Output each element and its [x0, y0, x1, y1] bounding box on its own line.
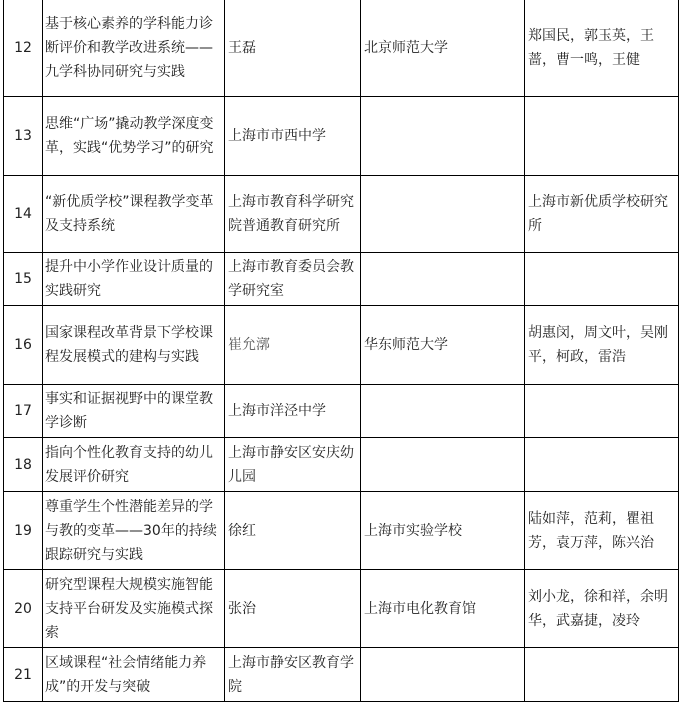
project-title: “新优质学校”课程教学变革及支持系统 — [43, 176, 225, 253]
leader-cell: 上海市教育委员会教学研究室 — [225, 253, 361, 306]
leader-cell: 上海市市西中学 — [225, 97, 361, 176]
project-title: 基于核心素养的学科能力诊断评价和教学改进系统——九学科协同研究与实践 — [43, 0, 225, 97]
members-cell — [525, 438, 679, 492]
table-row — [4, 176, 679, 253]
organization-cell — [361, 176, 525, 253]
organization-cell — [361, 648, 525, 702]
row-number: 19 — [4, 492, 43, 570]
project-title: 研究型课程大规模实施智能支持平台研发及实施模式探索 — [43, 570, 225, 648]
table-row — [4, 438, 679, 492]
achievement-table — [3, 0, 679, 702]
project-title: 提升中小学作业设计质量的实践研究 — [43, 253, 225, 306]
organization-cell — [361, 385, 525, 438]
organization-cell: 华东师范大学 — [361, 306, 525, 385]
members-cell — [525, 253, 679, 306]
table-row — [4, 306, 679, 385]
table-row — [4, 385, 679, 438]
project-title: 事实和证据视野中的课堂教学诊断 — [43, 385, 225, 438]
members-cell: 刘小龙，徐和祥，余明华，武嘉捷，凌玲 — [525, 570, 679, 648]
organization-cell — [361, 253, 525, 306]
members-cell: 陆如萍，范莉，瞿祖芳，袁万萍，陈兴治 — [525, 492, 679, 570]
organization-cell — [361, 438, 525, 492]
leader-cell: 王磊 — [225, 0, 361, 97]
project-title: 思维“广场”撬动教学深度变革，实践“优势学习”的研究 — [43, 97, 225, 176]
row-number: 17 — [4, 385, 43, 438]
organization-cell: 上海市电化教育馆 — [361, 570, 525, 648]
table-row — [4, 492, 679, 570]
members-cell: 郑国民，郭玉英，王蔷，曹一鸣，王健 — [525, 0, 679, 97]
row-number: 21 — [4, 648, 43, 702]
members-cell — [525, 648, 679, 702]
leader-cell: 崔允漷 — [225, 306, 361, 385]
row-number: 20 — [4, 570, 43, 648]
project-title: 国家课程改革背景下学校课程发展模式的建构与实践 — [43, 306, 225, 385]
row-number: 14 — [4, 176, 43, 253]
organization-cell: 北京师范大学 — [361, 0, 525, 97]
table-row — [4, 97, 679, 176]
project-title: 指向个性化教育支持的幼儿发展评价研究 — [43, 438, 225, 492]
organization-cell: 上海市实验学校 — [361, 492, 525, 570]
row-number: 12 — [4, 0, 43, 97]
leader-cell: 张治 — [225, 570, 361, 648]
row-number: 13 — [4, 97, 43, 176]
members-cell — [525, 385, 679, 438]
members-cell: 上海市新优质学校研究所 — [525, 176, 679, 253]
leader-cell: 徐红 — [225, 492, 361, 570]
row-number: 18 — [4, 438, 43, 492]
leader-cell: 上海市洋泾中学 — [225, 385, 361, 438]
table-row — [4, 570, 679, 648]
project-title: 尊重学生个性潜能差异的学与教的变革——30年的持续跟踪研究与实践 — [43, 492, 225, 570]
leader-cell: 上海市教育科学研究院普通教育研究所 — [225, 176, 361, 253]
organization-cell — [361, 97, 525, 176]
members-cell — [525, 97, 679, 176]
table-row — [4, 253, 679, 306]
row-number: 16 — [4, 306, 43, 385]
table-row — [4, 0, 679, 97]
leader-cell: 上海市静安区教育学院 — [225, 648, 361, 702]
project-title: 区域课程“社会情绪能力养成”的开发与突破 — [43, 648, 225, 702]
leader-cell: 上海市静安区安庆幼儿园 — [225, 438, 361, 492]
members-cell: 胡惠闵，周文叶，吴刚平，柯政，雷浩 — [525, 306, 679, 385]
row-number: 15 — [4, 253, 43, 306]
table-row — [4, 648, 679, 702]
